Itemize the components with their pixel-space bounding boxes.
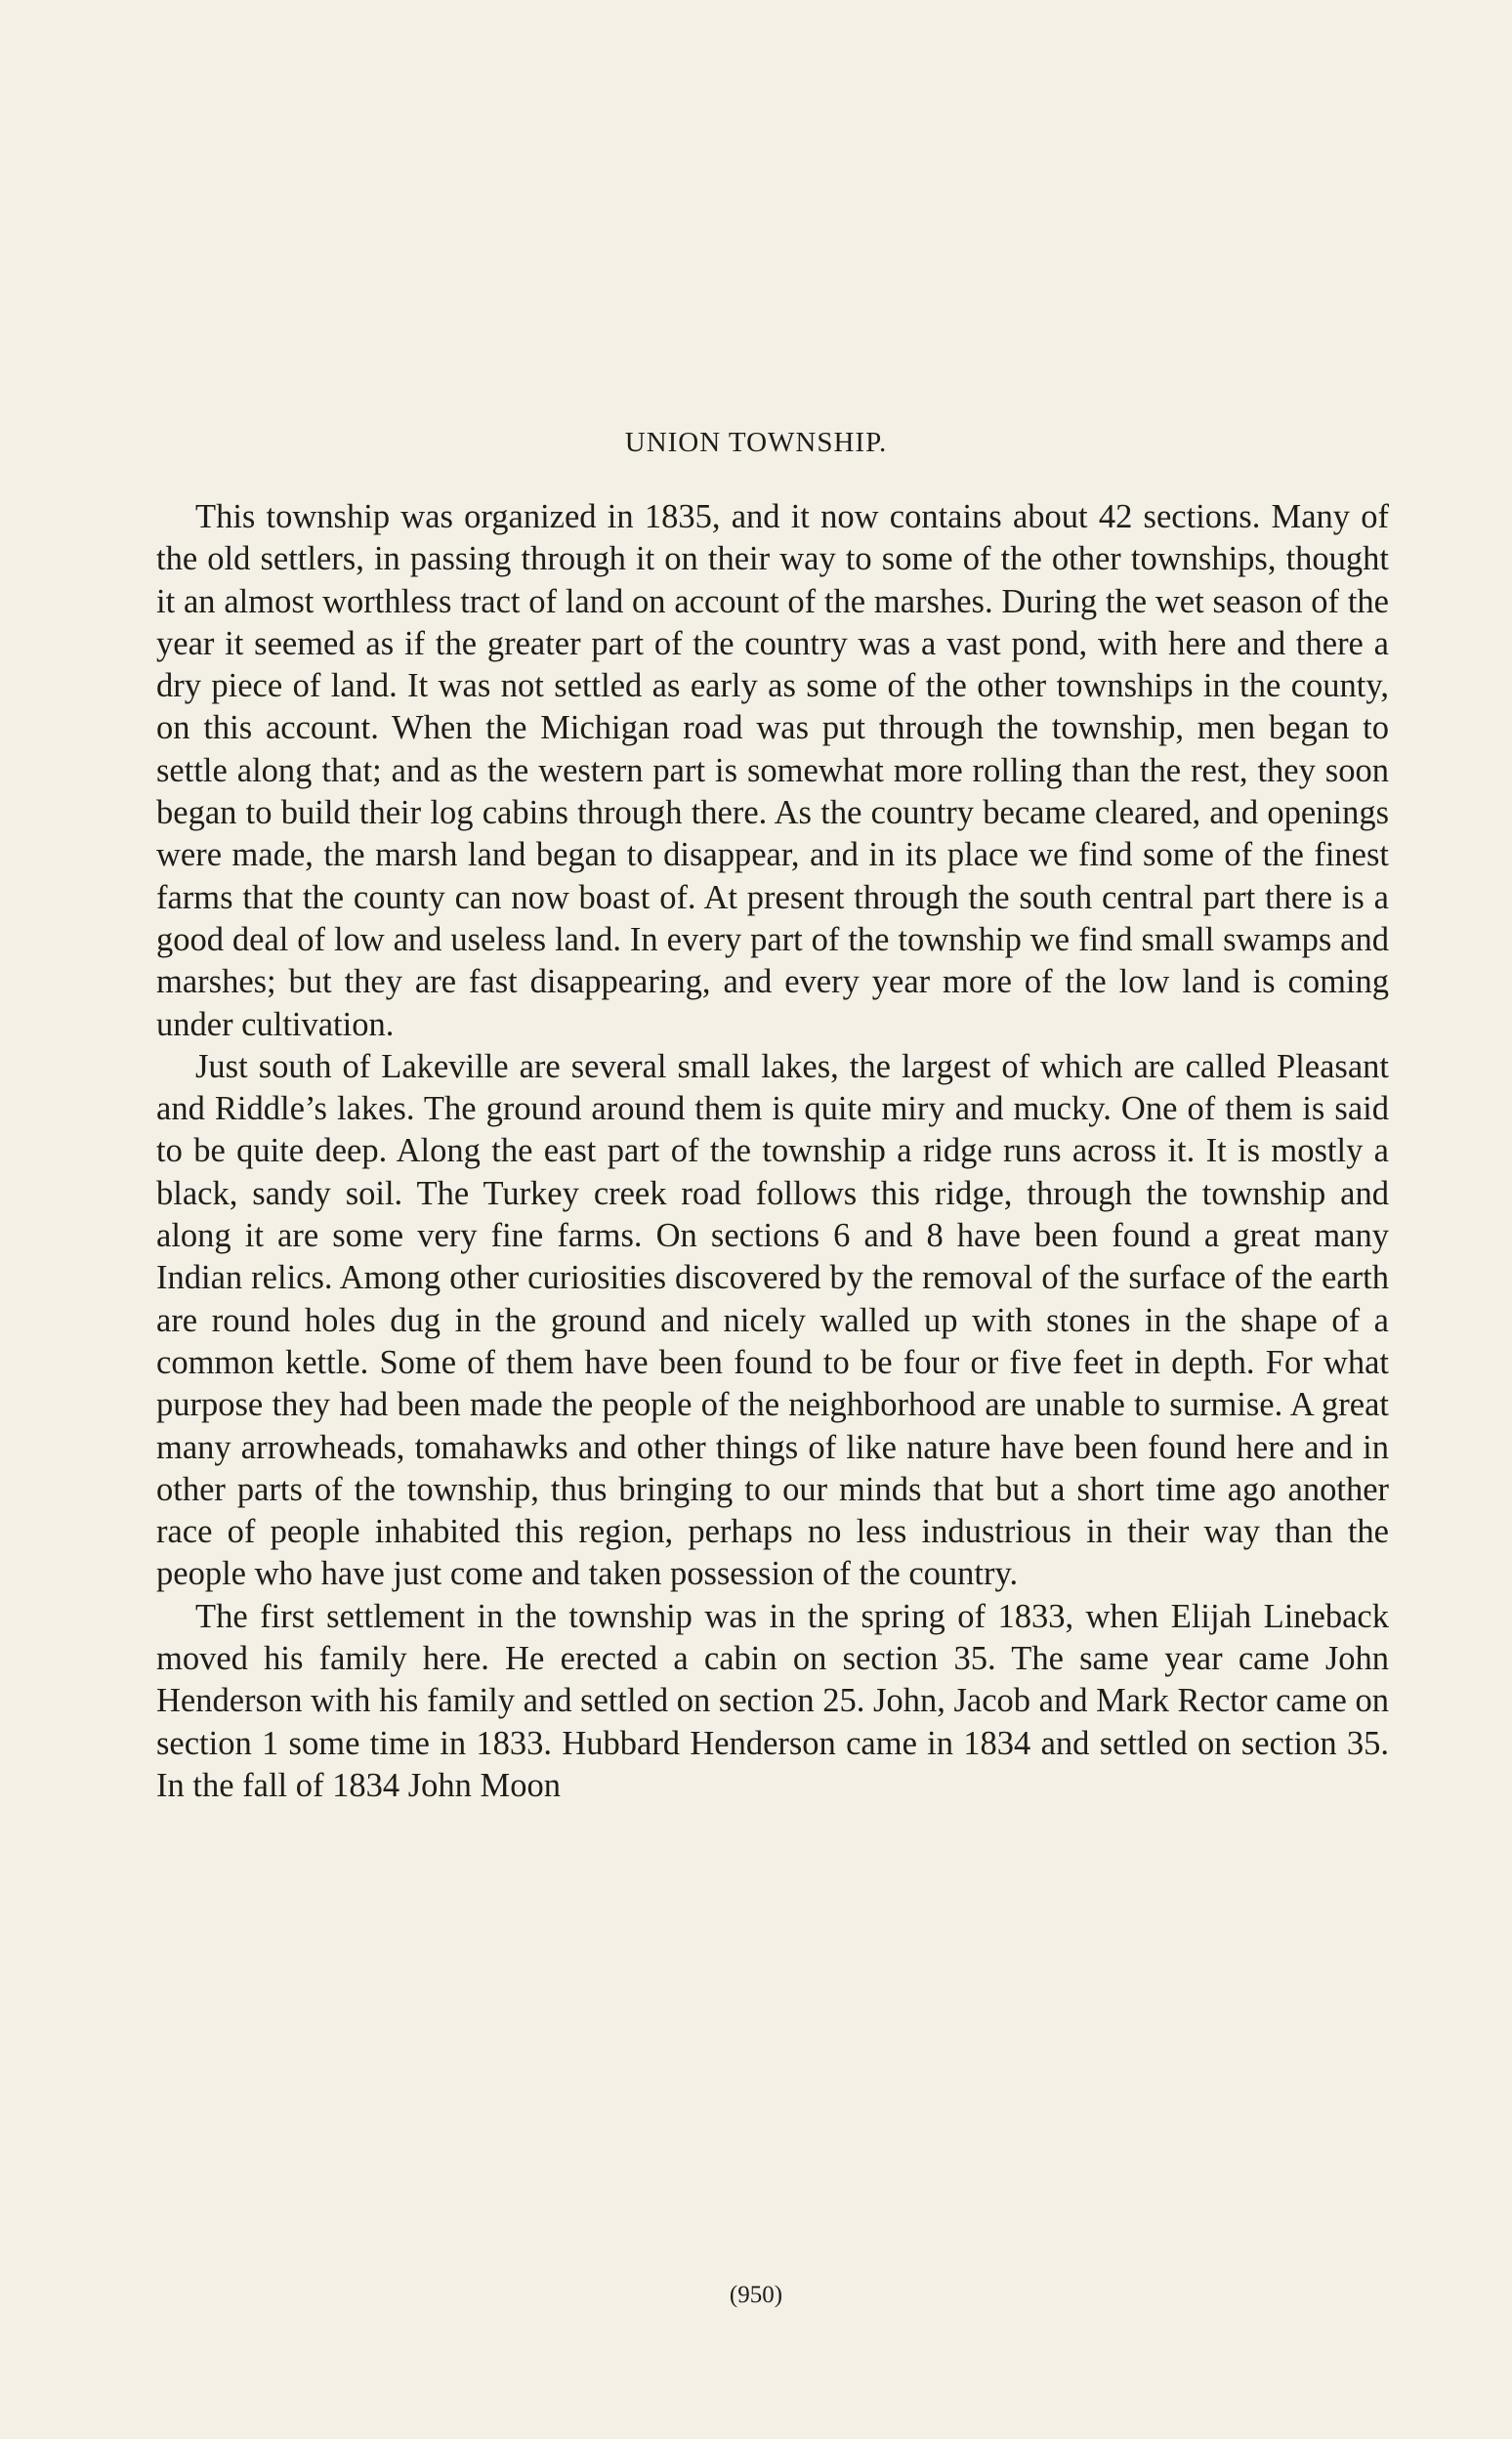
- paragraph-1: This township was organized in 1835, and it now contains about 42 sections. Many of the old settlers, in passing through it on their way to some of the other townships, thought it an almost worthless tract of land on account of the marshes. During the wet season of the year it seemed as if the greater part of the country was a vast pond, with here and there a dry piece of land. It was not settled as early as some of the other townships in the county, on this account. When the Michigan road was put through the township, men began to settle along that; and as the western part is somewhat more rolling than the rest, they soon began to build their log cabins through there. As the country became cleared, and openings were made, the marsh land began to disappear, and in its place we find some of the finest farms that the county can now boast of. At present through the south central part there is a good deal of low and useless land. In every part of the township we find small swamps and marshes; but they are fast disappearing, and every year more of the low land is coming under cultivation.: [156, 498, 1389, 1043]
- paragraph-2: Just south of Lakeville are several small lakes, the largest of which are called Pleasant and Riddle’s lakes. The ground around them is quite miry and mucky. One of them is said to be quite deep. Along the east part of the township a ridge runs across it. It is mostly a black, sandy soil. The Turkey creek road follows this ridge, through the township and along it are some very fine farms. On sections 6 and 8 have been found a great many Indian relics. Among other curiosities discovered by the removal of the surface of the earth are round holes dug in the ground and nicely walled up with stones in the shape of a common kettle. Some of them have been found to be four or five feet in depth. For what purpose they had been made the people of the neighborhood are unable to surmise. A great many arrowheads, tomahawks and other things of like nature have been found here and in other parts of the township, thus bringing to our minds that but a short time ago another race of people inhabited this region, perhaps no less industrious in their way than the people who have just come and taken possession of the country.: [156, 1047, 1389, 1593]
- paragraph-3: The first settlement in the township was in the spring of 1833, when Elijah Lineback moved his family here. He erected a cabin on section 35. The same year came John Henderson with his family and settled on section 25. John, Jacob and Mark Rector came on section 1 some time in 1833. Hubbard Henderson came in 1834 and settled on section 35. In the fall of 1834 John Moon: [156, 1597, 1389, 1804]
- page-number: (950): [729, 2282, 783, 2308]
- body-text: [156, 496, 1389, 1807]
- page-heading: UNION TOWNSHIP.: [624, 427, 888, 458]
